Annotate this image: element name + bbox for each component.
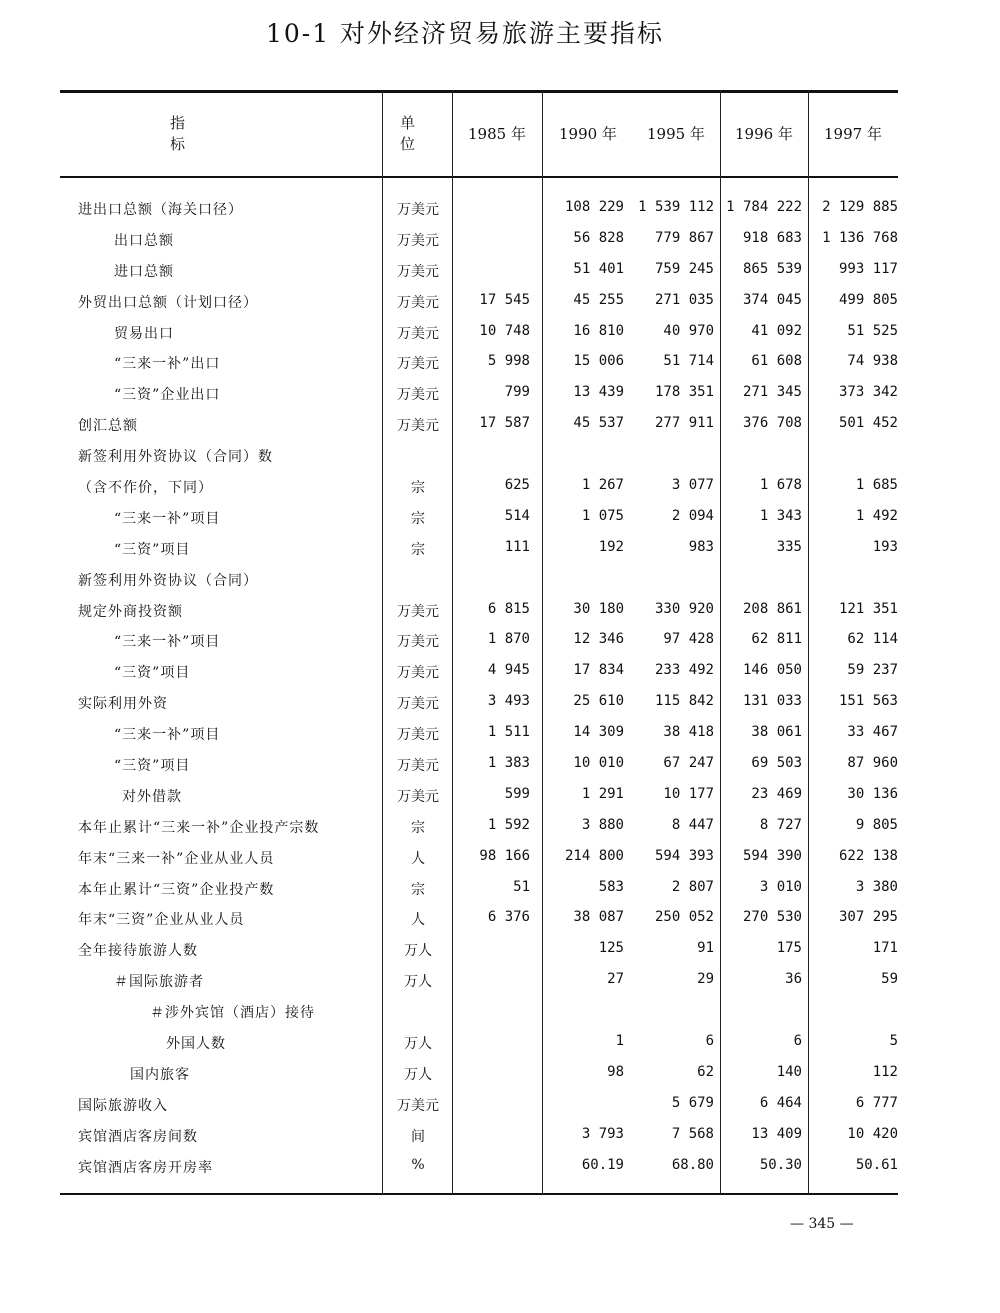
value-1997: 59 (881, 971, 898, 988)
value-1995: 594 393 (654, 847, 714, 864)
value-1985: 625 (504, 477, 530, 494)
value-1985: 1 383 (487, 755, 530, 772)
value-1996: 6 (793, 1033, 802, 1050)
table-row (60, 285, 898, 316)
row-label: 进出口总额（海关口径） (78, 202, 243, 218)
value-1995: 250 052 (654, 909, 714, 926)
table-row (60, 439, 898, 470)
row-label: 全年接待旅游人数 (78, 943, 198, 960)
value-1985: 1 592 (487, 816, 530, 833)
row-unit: 万美元 (397, 788, 439, 805)
table-row (60, 254, 898, 285)
table-row (60, 810, 898, 841)
row-label: 本年止累计“三来一补”企业投产宗数 (78, 819, 320, 836)
value-1995: 1 539 112 (638, 199, 714, 215)
value-1996: 131 033 (742, 693, 802, 710)
value-1996: 208 861 (742, 600, 802, 617)
row-unit: % (411, 1156, 425, 1173)
row-unit: 万美元 (397, 325, 439, 342)
value-1997: 59 237 (847, 662, 898, 679)
value-1996: 36 (785, 971, 802, 988)
value-1990: 1 (615, 1033, 624, 1050)
value-1985: 514 (504, 507, 530, 524)
value-1985: 6 376 (487, 909, 530, 926)
row-unit: 万美元 (397, 603, 439, 620)
row-unit: 万美元 (397, 418, 439, 435)
value-1996: 50.30 (759, 1156, 802, 1173)
value-1996: 1 678 (759, 477, 802, 494)
value-1990: 45 537 (573, 415, 624, 432)
value-1995: 8 447 (671, 816, 714, 833)
table-row (60, 377, 898, 408)
table-row (60, 995, 898, 1026)
table-row (60, 1026, 898, 1057)
value-1990: 3 793 (581, 1125, 624, 1142)
value-1996: 1 784 222 (726, 199, 802, 215)
row-unit: 万美元 (397, 263, 439, 280)
value-1995: 115 842 (654, 693, 714, 710)
table-row (60, 594, 898, 625)
row-unit: 宗 (411, 541, 425, 558)
value-1997: 5 (889, 1033, 898, 1050)
value-1990: 14 309 (573, 724, 624, 741)
value-1990: 56 828 (573, 229, 624, 246)
table-row (60, 779, 898, 810)
row-label: 实际利用外资 (78, 696, 168, 713)
header-year-1985: 1985 年 (468, 124, 526, 143)
row-unit: 人 (411, 850, 425, 867)
value-1985: 51 (513, 878, 530, 895)
value-1997: 33 467 (847, 724, 898, 741)
table-row (60, 872, 898, 903)
table-row (60, 717, 898, 748)
value-1996: 23 469 (751, 785, 802, 802)
value-1995: 233 492 (654, 662, 714, 679)
value-1996: 38 061 (751, 724, 802, 741)
value-1985: 17 587 (479, 415, 530, 432)
row-unit: 人 (411, 912, 425, 929)
row-unit: 万美元 (397, 202, 439, 218)
row-unit: 万美元 (397, 665, 439, 682)
value-1995: 5 679 (671, 1094, 714, 1111)
table-row (60, 563, 898, 594)
value-1990: 30 180 (573, 600, 624, 617)
value-1995: 40 970 (663, 322, 714, 339)
value-1997: 1 136 768 (822, 229, 898, 246)
value-1996: 6 464 (759, 1094, 802, 1111)
value-1990: 1 267 (581, 477, 624, 494)
value-1995: 3 077 (671, 477, 714, 494)
value-1990: 214 800 (564, 847, 624, 864)
value-1997: 121 351 (838, 600, 898, 617)
value-1990: 3 880 (581, 816, 624, 833)
value-1996: 376 708 (742, 415, 802, 432)
row-unit: 间 (411, 1128, 425, 1145)
value-1995: 68.80 (671, 1156, 714, 1173)
value-1995: 10 177 (663, 785, 714, 802)
table-row (60, 223, 898, 254)
value-1997: 6 777 (855, 1094, 898, 1111)
value-1990: 1 291 (581, 785, 624, 802)
value-1996: 335 (776, 538, 802, 555)
value-1997: 9 805 (855, 816, 898, 833)
value-1995: 330 920 (654, 600, 714, 617)
table-row (60, 346, 898, 377)
table-row (60, 686, 898, 717)
header-indicator: 指标 (170, 114, 296, 153)
value-1995: 38 418 (663, 724, 714, 741)
row-label: 本年止累计“三资”企业投产数 (78, 881, 275, 898)
value-1997: 1 492 (855, 507, 898, 524)
value-1990: 16 810 (573, 322, 624, 339)
table-row (60, 1057, 898, 1088)
page-number: — 345 — (790, 1216, 854, 1232)
header-year-1995: 1995 年 (647, 124, 705, 143)
row-unit: 万美元 (397, 758, 439, 775)
row-label: 外国人数 (166, 1036, 226, 1053)
value-1985: 1 511 (487, 724, 530, 741)
value-1995: 67 247 (663, 755, 714, 772)
value-1995: 271 035 (654, 291, 714, 308)
value-1996: 594 390 (742, 847, 802, 864)
row-unit: 宗 (411, 510, 425, 527)
row-label: “三资”企业出口 (114, 387, 221, 404)
value-1995: 6 (705, 1033, 714, 1050)
value-1990: 17 834 (573, 662, 624, 679)
row-label: ＃国际旅游者 (114, 974, 204, 991)
table-row (60, 532, 898, 563)
value-1996: 140 (776, 1063, 802, 1080)
value-1997: 193 (872, 538, 898, 555)
table-row (60, 1119, 898, 1150)
value-1996: 8 727 (759, 816, 802, 833)
value-1996: 175 (776, 940, 802, 957)
value-1996: 374 045 (742, 291, 802, 308)
row-label: 宾馆酒店客房间数 (78, 1128, 198, 1145)
row-unit: 万美元 (397, 1097, 439, 1114)
row-unit: 万人 (404, 943, 432, 960)
value-1996: 69 503 (751, 755, 802, 772)
value-1995: 7 568 (671, 1125, 714, 1142)
table-row (60, 655, 898, 686)
value-1997: 10 420 (847, 1125, 898, 1142)
header-year-1996: 1996 年 (735, 124, 793, 143)
value-1996: 865 539 (742, 260, 802, 277)
table-bottom-rule (60, 1193, 898, 1195)
table-row (60, 748, 898, 779)
value-1990: 51 401 (573, 260, 624, 277)
table-row (60, 902, 898, 933)
value-1995: 178 351 (654, 384, 714, 401)
value-1990: 583 (598, 878, 624, 895)
value-1996: 62 811 (751, 631, 802, 648)
row-unit: 万美元 (397, 727, 439, 744)
value-1997: 501 452 (838, 415, 898, 432)
row-label: 贸易出口 (114, 325, 174, 342)
value-1985: 6 815 (487, 600, 530, 617)
row-label: 规定外商投资额 (78, 603, 183, 620)
row-label: “三资”项目 (114, 541, 191, 558)
value-1996: 918 683 (742, 229, 802, 246)
value-1995: 91 (697, 940, 714, 957)
table-row (60, 470, 898, 501)
table-row (60, 841, 898, 872)
table-row (60, 1088, 898, 1119)
value-1990: 45 255 (573, 291, 624, 308)
row-unit: 万人 (404, 974, 432, 991)
value-1995: 759 245 (654, 260, 714, 277)
value-1985: 799 (504, 384, 530, 401)
value-1995: 2 807 (671, 878, 714, 895)
value-1997: 499 805 (838, 291, 898, 308)
value-1997: 112 (872, 1063, 898, 1080)
row-label: “三来一补”项目 (114, 727, 221, 744)
row-label: 宾馆酒店客房开房率 (78, 1159, 213, 1176)
row-label: 进口总额 (114, 263, 174, 280)
value-1996: 271 345 (742, 384, 802, 401)
value-1990: 1 075 (581, 507, 624, 524)
table-body (60, 192, 898, 1181)
value-1996: 41 092 (751, 322, 802, 339)
table-row (60, 316, 898, 347)
value-1985: 3 493 (487, 693, 530, 710)
value-1985: 1 870 (487, 631, 530, 648)
value-1990: 38 087 (573, 909, 624, 926)
row-label: 创汇总额 (78, 418, 138, 435)
value-1997: 307 295 (838, 909, 898, 926)
row-unit: 宗 (411, 819, 425, 836)
header-year-1990: 1990 年 (559, 124, 617, 143)
value-1997: 151 563 (838, 693, 898, 710)
value-1985: 4 945 (487, 662, 530, 679)
value-1997: 171 (872, 940, 898, 957)
value-1997: 62 114 (847, 631, 898, 648)
row-unit: 万美元 (397, 356, 439, 373)
value-1996: 1 343 (759, 507, 802, 524)
value-1990: 27 (607, 971, 624, 988)
row-unit: 万美元 (397, 387, 439, 404)
row-label: 年末“三资”企业从业人员 (78, 912, 245, 929)
row-label: 国内旅客 (130, 1066, 190, 1083)
value-1995: 2 094 (671, 507, 714, 524)
table-header-rule (60, 176, 898, 178)
value-1985: 10 748 (479, 322, 530, 339)
row-unit: 万美元 (397, 634, 439, 651)
row-unit: 万美元 (397, 696, 439, 713)
value-1997: 74 938 (847, 353, 898, 370)
row-label: 年末“三来一补”企业从业人员 (78, 850, 275, 867)
row-unit: 宗 (411, 881, 425, 898)
value-1997: 30 136 (847, 785, 898, 802)
value-1990: 13 439 (573, 384, 624, 401)
table-row (60, 408, 898, 439)
row-label: （含不作价，下同） (78, 480, 213, 497)
header-unit: 单位 (400, 114, 434, 153)
row-unit: 万人 (404, 1036, 432, 1053)
value-1996: 3 010 (759, 878, 802, 895)
row-label: 新签利用外资协议（合同） (78, 572, 258, 589)
row-unit: 万美元 (397, 294, 439, 311)
value-1997: 3 380 (855, 878, 898, 895)
row-unit: 万人 (404, 1066, 432, 1083)
value-1990: 192 (598, 538, 624, 555)
row-label: 国际旅游收入 (78, 1097, 168, 1114)
table-row (60, 933, 898, 964)
value-1997: 50.61 (855, 1156, 898, 1173)
value-1997: 993 117 (838, 260, 898, 277)
table-row (60, 624, 898, 655)
value-1990: 12 346 (573, 631, 624, 648)
value-1997: 622 138 (838, 847, 898, 864)
value-1996: 146 050 (742, 662, 802, 679)
row-label: “三来一补”项目 (114, 510, 221, 527)
value-1985: 111 (504, 538, 530, 555)
row-label: ＃涉外宾馆（酒店）接待 (150, 1005, 315, 1022)
row-label: “三资”项目 (114, 758, 191, 775)
value-1990: 15 006 (573, 353, 624, 370)
value-1997: 373 342 (838, 384, 898, 401)
row-unit: 宗 (411, 480, 425, 497)
value-1990: 60.19 (581, 1156, 624, 1173)
table-row (60, 501, 898, 532)
row-label: 新签利用外资协议（合同）数 (78, 449, 273, 466)
header-year-1997: 1997 年 (824, 124, 882, 143)
value-1990: 10 010 (573, 755, 624, 772)
table-row (60, 192, 898, 223)
value-1995: 29 (697, 971, 714, 988)
value-1990: 25 610 (573, 693, 624, 710)
value-1985: 5 998 (487, 353, 530, 370)
row-unit: 万美元 (397, 232, 439, 249)
table-row (60, 964, 898, 995)
row-label: “三资”项目 (114, 665, 191, 682)
row-label: 对外借款 (122, 788, 182, 805)
value-1997: 1 685 (855, 477, 898, 494)
value-1995: 97 428 (663, 631, 714, 648)
value-1985: 17 545 (479, 291, 530, 308)
value-1995: 62 (697, 1063, 714, 1080)
table-row (60, 1150, 898, 1181)
value-1985: 599 (504, 785, 530, 802)
row-label: “三来一补”出口 (114, 356, 221, 373)
row-label: 外贸出口总额（计划口径） (78, 294, 258, 311)
value-1995: 277 911 (654, 415, 714, 432)
value-1997: 2 129 885 (822, 199, 898, 215)
row-label: 出口总额 (114, 232, 174, 249)
value-1990: 98 (607, 1063, 624, 1080)
value-1996: 61 608 (751, 353, 802, 370)
value-1995: 779 867 (654, 229, 714, 246)
value-1996: 13 409 (751, 1125, 802, 1142)
value-1990: 125 (598, 940, 624, 957)
value-1995: 983 (688, 538, 714, 555)
value-1997: 51 525 (847, 322, 898, 339)
value-1985: 98 166 (479, 847, 530, 864)
page-title: 10-1 对外经济贸易旅游主要指标 (265, 19, 665, 48)
value-1997: 87 960 (847, 755, 898, 772)
value-1995: 51 714 (663, 353, 714, 370)
value-1990: 108 229 (564, 199, 624, 215)
row-label: “三来一补”项目 (114, 634, 221, 651)
value-1996: 270 530 (742, 909, 802, 926)
